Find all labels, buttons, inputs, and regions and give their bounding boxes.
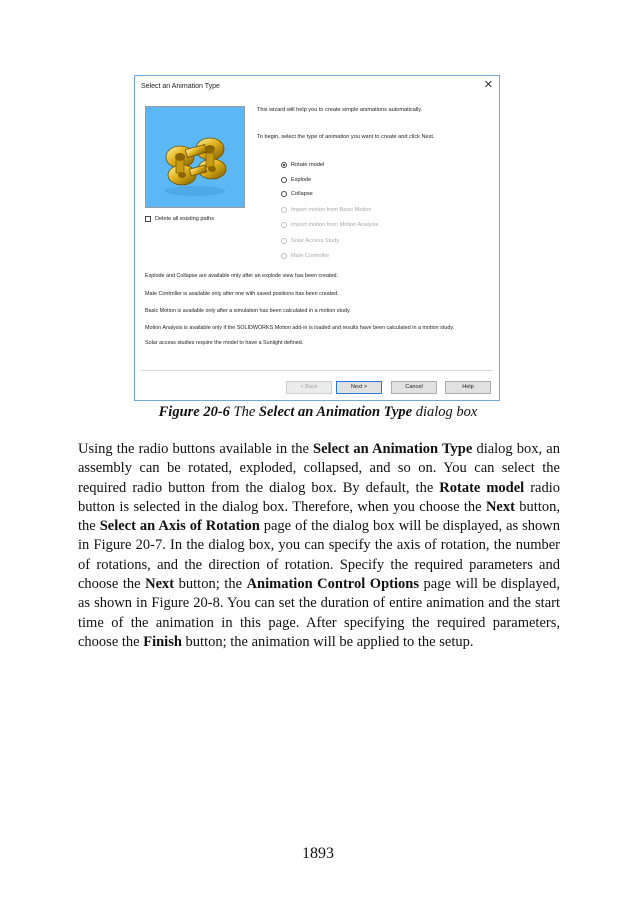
delete-paths-checkbox[interactable] <box>145 216 214 222</box>
cancel-button[interactable]: Cancel <box>391 381 437 394</box>
para-text: button; the <box>174 576 247 593</box>
radio-indicator <box>281 207 287 213</box>
figure-number: Figure 20-6 <box>158 404 230 420</box>
radio-label: Rotate model <box>291 162 325 168</box>
para-text: page will be displayed, as shown in Figure 20-8. You can set the duration of entire animation and the start time of the animation in this page. After specifying the required parameters, choose the <box>78 576 560 650</box>
dialog-title: Select an Animation Type <box>141 83 220 90</box>
note-basic-motion: Basic Motion is available only after a simulation has been calculated in a motion study. <box>145 308 351 314</box>
radio-explode[interactable] <box>281 177 311 183</box>
next-button[interactable]: Next > <box>336 381 382 394</box>
radio-collapse[interactable] <box>281 191 313 197</box>
assembly-model-icon <box>146 107 244 207</box>
caption-dialog-name: Select an Animation Type <box>258 404 413 420</box>
radio-label: Collapse <box>291 191 313 197</box>
radio-label: Solar Access Study <box>291 238 340 244</box>
close-icon[interactable]: ✕ <box>483 79 493 91</box>
para-bold: Select an Axis of Rotation <box>99 518 260 535</box>
radio-indicator[interactable] <box>281 191 287 197</box>
radio-indicator[interactable] <box>281 162 287 168</box>
para-text: dialog box, an assembly can be rotated, exploded, collapsed, and so on. You can select the required radio button from the dialog box. By default, the <box>78 441 560 496</box>
radio-label: Import motion from Basic Motion <box>291 207 372 213</box>
caption-suffix: dialog box <box>415 404 478 420</box>
page-number: 1893 <box>302 845 334 862</box>
intro-line-1: This wizard will help you to create simple animations automatically. <box>257 107 423 113</box>
checkbox-label: Delete all existing paths <box>155 216 215 222</box>
checkbox-box[interactable] <box>145 216 151 222</box>
para-text: page of the dialog box will be displayed, as shown in Figure 20-7. In the dialog box, you can specify the axis of rotation, the number of rotations, and the direction of rotation. Specify the required parameters and choose the <box>78 518 561 593</box>
radio-indicator[interactable] <box>281 177 287 183</box>
model-preview <box>145 106 245 208</box>
para-text: radio button is selected in the dialog box. Therefore, when you choose the <box>78 479 561 515</box>
radio-label: Import motion from Motion Analysis <box>291 222 379 228</box>
para-bold: Select an Animation Type <box>313 441 473 457</box>
para-bold: Rotate model <box>439 479 525 496</box>
para-bold: Next <box>485 498 515 515</box>
body-paragraph <box>78 440 560 652</box>
caption-the: The <box>233 404 256 420</box>
note-solar-access: Solar access studies require the model to have a Sunlight defined. <box>145 340 304 346</box>
radio-indicator <box>281 222 287 228</box>
radio-solar-access-study <box>281 238 339 244</box>
para-text: Using the radio buttons available in the <box>78 441 314 457</box>
para-bold: Next <box>145 576 175 593</box>
radio-indicator <box>281 253 287 259</box>
radio-indicator <box>281 238 287 244</box>
note-explode-collapse: Explode and Collapse are available only after an explode view has been created. <box>145 273 338 279</box>
para-bold: Animation Control Options <box>246 576 419 593</box>
note-motion-analysis: Motion Analysis is available only if the SOLIDWORKS Motion add-in is loaded and results have been calculated in a motion study. <box>145 325 455 331</box>
note-mate-controller: Mate Controller is available only after one with saved positions has been created. <box>145 291 339 297</box>
radio-label: Explode <box>291 177 312 183</box>
radio-import-motion-analysis <box>281 222 378 228</box>
para-text: button; the animation will be applied to the setup. <box>181 633 474 650</box>
divider <box>141 370 493 371</box>
animation-type-dialog <box>134 75 500 401</box>
radio-label: Mate Controller <box>291 253 330 259</box>
intro-line-2: To begin, select the type of animation you want to create and click Next. <box>257 134 435 140</box>
figure-caption <box>0 404 636 421</box>
help-button[interactable]: Help <box>445 381 491 394</box>
radio-rotate-model[interactable] <box>281 162 324 168</box>
para-bold: Finish <box>143 633 182 650</box>
radio-mate-controller <box>281 253 329 259</box>
radio-import-basic-motion <box>281 207 372 213</box>
para-text: button, the <box>78 498 560 535</box>
back-button[interactable]: < Back <box>286 381 332 394</box>
